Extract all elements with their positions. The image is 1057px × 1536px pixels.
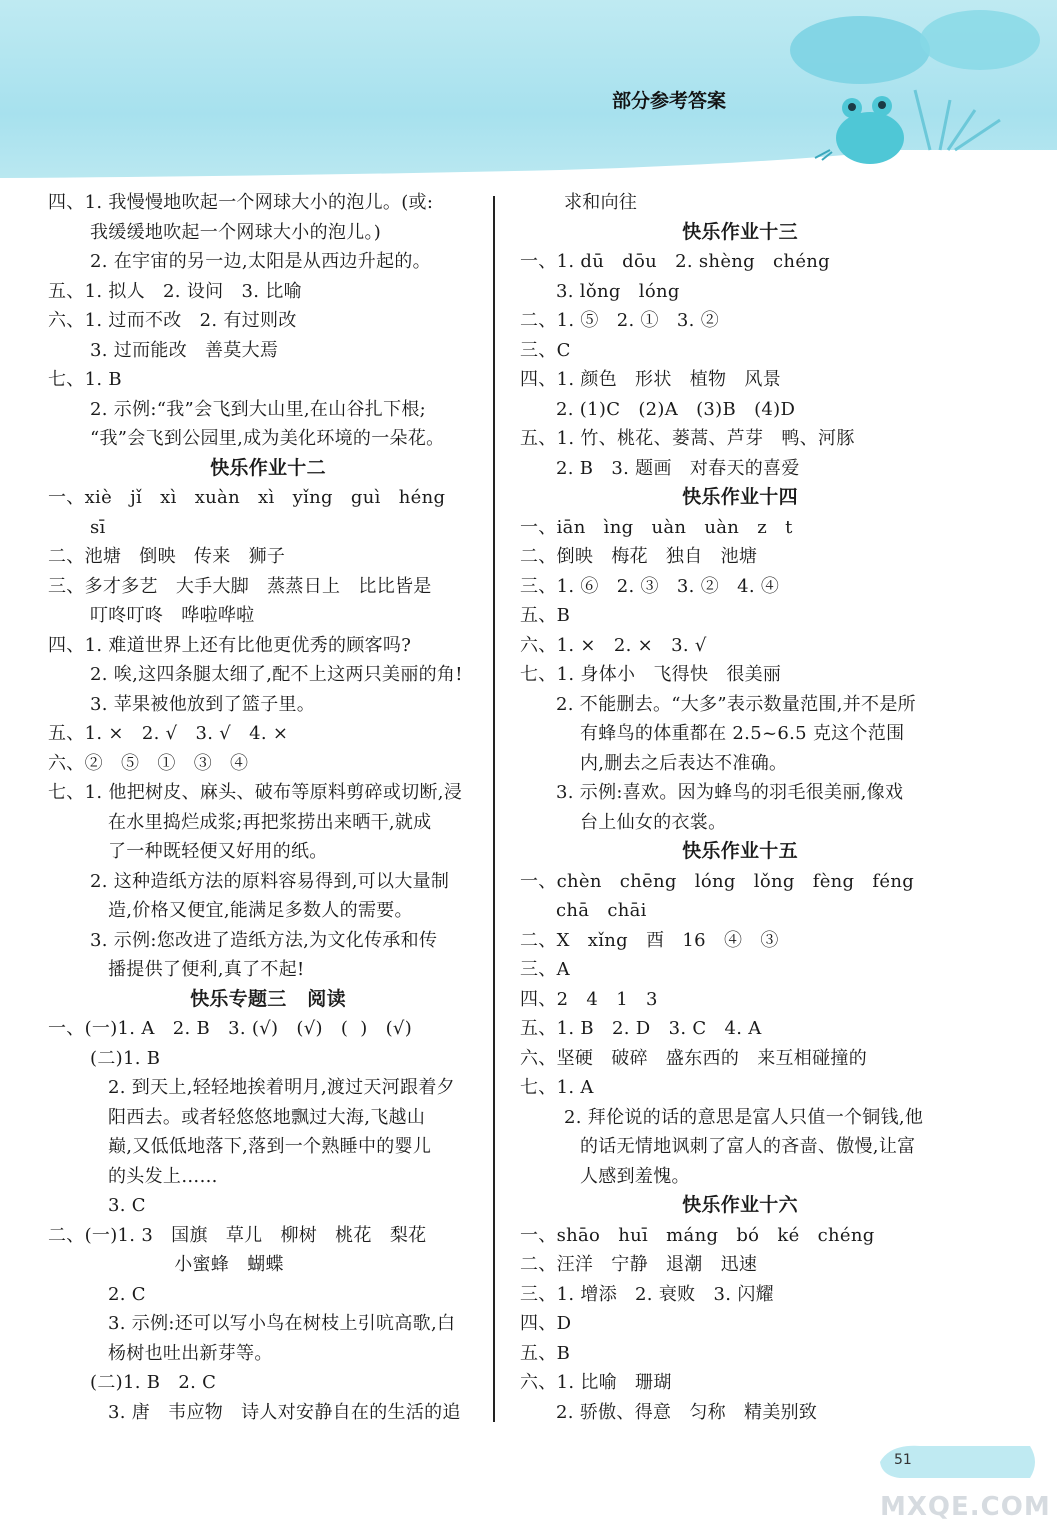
answer-line: 2. (1)C (2)A (3)B (4)D xyxy=(556,398,796,420)
answer-line: 播提供了便利,真了不起! xyxy=(108,959,305,980)
answer-line: sī xyxy=(90,516,106,538)
header-banner xyxy=(0,0,1057,190)
answer-line: 3. C xyxy=(108,1195,146,1216)
answer-line: 3. lǒng lóng xyxy=(556,280,680,302)
page-number: 51 xyxy=(894,1452,912,1468)
answer-line: 3. 示例:喜欢。因为蜂鸟的羽毛很美丽,像戏 xyxy=(556,782,904,803)
page-header-title: 部分参考答案 xyxy=(612,90,727,112)
right-answer-column xyxy=(520,188,960,1427)
answer-line: 四、1. 我慢慢地吹起一个网球大小的泡儿。(或: xyxy=(48,192,434,213)
answer-line: 造,价格又便宜,能满足多数人的需要。 xyxy=(108,900,413,921)
answer-line: 五、1. × 2. √ 3. √ 4. × xyxy=(48,723,289,744)
answer-line: 五、1. 拟人 2. 设问 3. 比喻 xyxy=(48,280,302,302)
section-heading: 快乐作业十四 xyxy=(682,486,798,508)
answer-line: chā chāi xyxy=(556,900,647,921)
answer-line: 一、iān ìng uàn uàn z t xyxy=(520,516,793,538)
answer-line: 一、(一)1. A 2. B 3. (√) (√) ( ) (√) xyxy=(48,1018,413,1039)
answer-line: 3. 过而能改 善莫大焉 xyxy=(90,339,279,361)
watermark-text: MXQE.COM xyxy=(880,1492,1051,1522)
answer-line: 四、D xyxy=(520,1313,572,1334)
banner-decoration xyxy=(0,0,1057,190)
answer-line: 台上仙女的衣裳。 xyxy=(580,811,727,833)
answer-line: 七、1. A xyxy=(520,1077,594,1098)
answer-line: 2. B 3. 题画 对春天的喜爱 xyxy=(556,457,800,479)
answer-line: (二)1. B 2. C xyxy=(90,1372,217,1393)
answer-line: 一、shāo huī máng bó ké chéng xyxy=(520,1224,875,1246)
section-heading: 快乐作业十六 xyxy=(682,1194,798,1216)
answer-line: 四、1. 颜色 形状 植物 风景 xyxy=(520,369,781,390)
answer-line: 六、1. × 2. × 3. √ xyxy=(520,634,707,656)
answer-line: 2. 示例:“我”会飞到大山里,在山谷扎下根; xyxy=(90,398,427,420)
answer-line: 七、1. B xyxy=(48,369,122,390)
answer-line: “我”会飞到公园里,成为美化环境的一朵花。 xyxy=(90,428,445,449)
answer-line: 五、B xyxy=(520,1342,571,1364)
answer-line: 3. 苹果被他放到了篮子里。 xyxy=(90,693,316,715)
answer-line: 了一种既轻便又好用的纸。 xyxy=(108,841,328,862)
answer-line: 3. 示例:还可以写小鸟在树枝上引吭高歌,白 xyxy=(108,1313,456,1334)
answer-line: 3. 唐 韦应物 诗人对安静自在的生活的追 xyxy=(108,1401,461,1423)
answer-line: 小蜜蜂 蝴蝶 xyxy=(108,1254,284,1275)
answer-line: 求和向往 xyxy=(564,192,638,213)
answer-line: 一、1. dū dōu 2. shèng chéng xyxy=(520,251,830,272)
answer-line: 杨树也吐出新芽等。 xyxy=(108,1342,273,1364)
answer-line: 叮咚叮咚 哗啦哗啦 xyxy=(90,605,255,626)
answer-line: 阳西去。或者轻悠悠地飘过大海,飞越山 xyxy=(108,1106,426,1128)
answer-line: 二、池塘 倒映 传来 狮子 xyxy=(48,546,286,567)
section-heading: 快乐作业十三 xyxy=(682,220,798,243)
answer-line: 2. 到天上,轻轻地挨着明月,渡过天河跟着夕 xyxy=(108,1077,455,1098)
answer-line: 二、倒映 梅花 独自 池塘 xyxy=(520,546,758,567)
answer-line: 三、多才多艺 大手大脚 蒸蒸日上 比比皆是 xyxy=(48,575,432,597)
answer-line: 人感到羞愧。 xyxy=(580,1165,690,1187)
answer-line: 3. 示例:您改进了造纸方法,为文化传承和传 xyxy=(90,929,438,951)
answer-line: 三、A xyxy=(520,959,570,980)
answer-line: 2. 这种造纸方法的原料容易得到,可以大量制 xyxy=(90,870,450,892)
answer-line: 2. 骄傲、得意 匀称 精美别致 xyxy=(556,1401,818,1423)
section-heading: 快乐作业十二 xyxy=(210,456,326,479)
answer-line: 的话无情地讽刺了富人的吝啬、傲慢,让富 xyxy=(580,1136,916,1157)
answer-line: 六、② ⑤ ① ③ ④ xyxy=(48,752,249,774)
answer-line: 五、1. 竹、桃花、蒌蒿、芦芽 鸭、河豚 xyxy=(520,428,855,449)
answer-line: 六、1. 过而不改 2. 有过则改 xyxy=(48,310,297,331)
answer-line: 二、汪洋 宁静 退潮 迅速 xyxy=(520,1254,758,1275)
answer-line: 六、坚硬 破碎 盛东西的 来互相碰撞的 xyxy=(520,1047,867,1069)
answer-line: 四、1. 难道世界上还有比他更优秀的顾客吗? xyxy=(48,634,412,656)
answer-line: 二、1. ⑤ 2. ① 3. ② xyxy=(520,310,720,331)
answer-line: 巅,又低低地落下,落到一个熟睡中的婴儿 xyxy=(108,1136,432,1157)
answer-line: 一、chèn chēng lóng lǒng fèng féng xyxy=(520,870,915,892)
answer-line: 在水里捣烂成浆;再把浆捞出来晒干,就成 xyxy=(108,811,432,833)
answer-line: 我缓缓地吹起一个网球大小的泡儿。) xyxy=(90,221,382,243)
answer-line: 2. C xyxy=(108,1283,146,1305)
answer-line: 三、1. ⑥ 2. ③ 3. ② 4. ④ xyxy=(520,575,780,597)
section-heading: 快乐专题三 阅读 xyxy=(190,987,346,1010)
column-divider xyxy=(493,196,495,1422)
section-heading: 快乐作业十五 xyxy=(682,840,798,862)
answer-line: 三、1. 增添 2. 衰败 3. 闪耀 xyxy=(520,1283,774,1305)
answer-line: 2. 拜伦说的话的意思是富人只值一个铜钱,他 xyxy=(564,1106,924,1128)
answer-line: 五、1. B 2. D 3. C 4. A xyxy=(520,1018,762,1039)
answer-line: 一、xiè jǐ xì xuàn xì yǐng guì héng xyxy=(48,487,446,508)
answer-line: 二、X xǐng 酉 16 ④ ③ xyxy=(520,929,779,951)
left-answer-column xyxy=(48,188,488,1427)
answer-line: 内,删去之后表达不准确。 xyxy=(580,752,788,774)
frog-icon xyxy=(836,96,904,164)
answer-line: 七、1. 身体小 飞得快 很美丽 xyxy=(520,664,782,685)
answer-line: 2. 唉,这四条腿太细了,配不上这两只美丽的角! xyxy=(90,664,463,685)
answer-line: 2. 不能删去。“大多”表示数量范围,并不是所 xyxy=(556,693,916,715)
answer-line: 三、C xyxy=(520,339,571,361)
answer-line: 五、B xyxy=(520,605,571,626)
answer-line: 二、(一)1. 3 国旗 草儿 柳树 桃花 梨花 xyxy=(48,1224,427,1246)
answer-line: 七、1. 他把树皮、麻头、破布等原料剪碎或切断,浸 xyxy=(48,782,463,803)
answer-line: 2. 在宇宙的另一边,太阳是从西边升起的。 xyxy=(90,251,431,272)
answer-line: 四、2 4 1 3 xyxy=(520,988,658,1010)
answer-line: 六、1. 比喻 珊瑚 xyxy=(520,1372,672,1393)
answer-line: (二)1. B xyxy=(90,1047,161,1069)
answer-line: 有蜂鸟的体重都在 2.5~6.5 克这个范围 xyxy=(580,723,905,744)
answer-line: 的头发上…… xyxy=(108,1165,218,1187)
